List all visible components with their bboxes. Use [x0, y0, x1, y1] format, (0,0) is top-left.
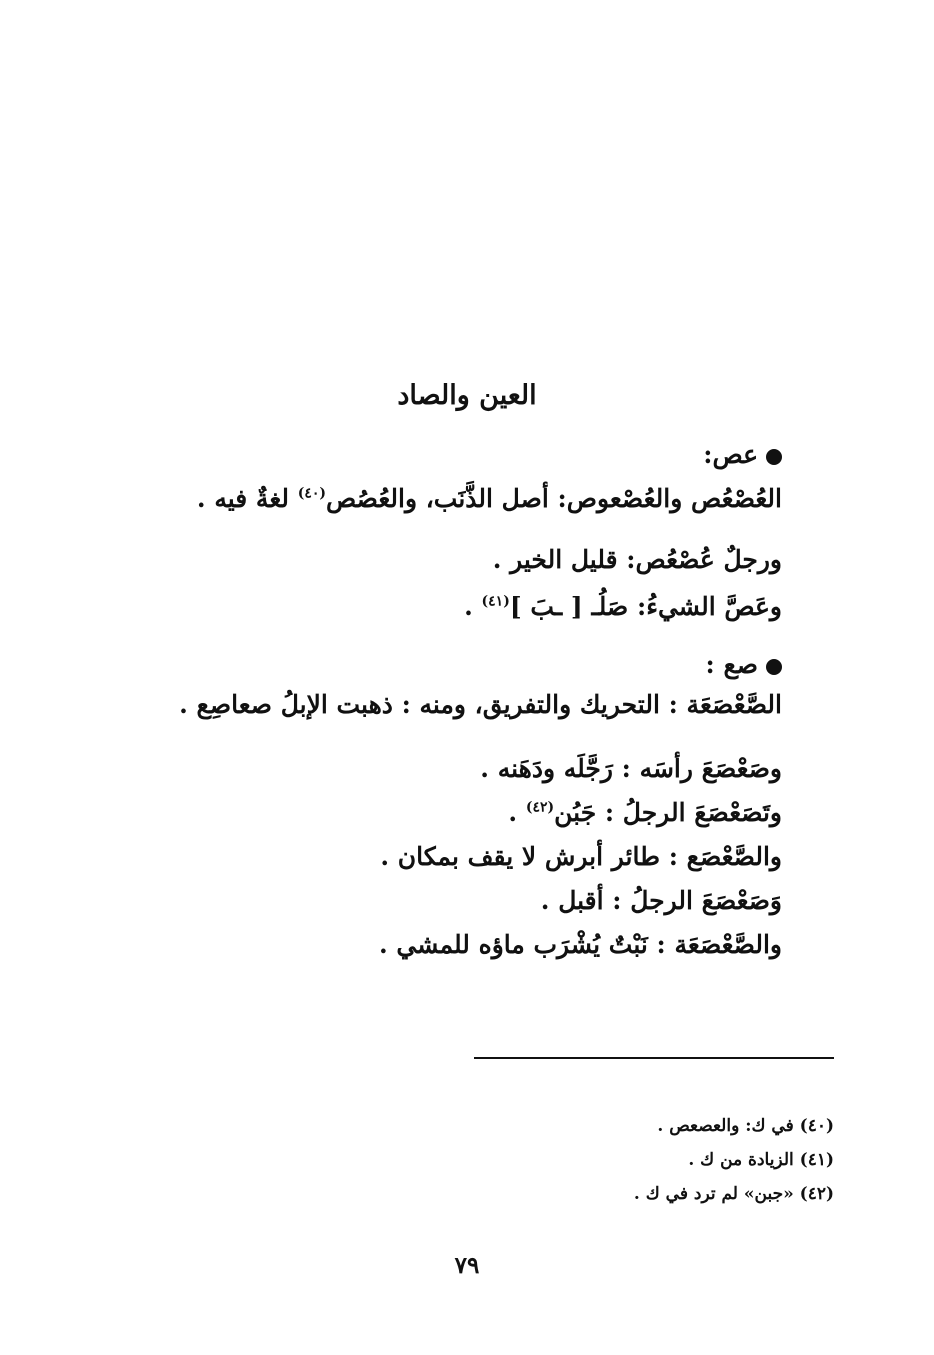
bullet-icon: [766, 449, 782, 465]
entry-2-line-4: والصَّعْصَع : طائر أبرش لا يقف بمكان .: [380, 842, 782, 871]
footnote-42: (٤٢) «جبن» لم ترد في ك .: [633, 1184, 834, 1204]
entry-2-line-3: وتَصَعْصَعَ الرجلُ : جَبُن$^{(٤٢)}$ .: [508, 798, 782, 827]
entry-2-line-6: والصَّعْصَعَة : نَبْتٌ يُشْرَب ماؤه للمشي .: [379, 930, 782, 959]
entry-1-line-2: ورجلٌ عُصْعُص: قليل الخير .: [492, 545, 782, 574]
footnote-divider: [474, 1057, 834, 1059]
entry-2-line-5: وَصَعْصَعَ الرجلُ : أقبل .: [540, 886, 782, 915]
entry-heading-2: صع :: [706, 650, 782, 679]
footnote-41: (٤١) الزيادة من ك .: [688, 1150, 834, 1170]
bullet-icon: [766, 659, 782, 675]
footnote-ref-41: (٤١): [481, 593, 510, 610]
entry-1-line-3: وعَصَّ الشيءُ: صَلُـ [ ـبَ ]$^{(٤١)}$ .: [464, 592, 782, 621]
footnote-40: (٤٠) في ك: والعصعص .: [657, 1116, 834, 1136]
page-number: ٧٩: [454, 1252, 480, 1279]
entry-heading-1: عص:: [703, 440, 782, 469]
footnote-ref-42: (٤٢): [525, 799, 555, 816]
footnote-ref-40: (٤٠): [297, 485, 327, 502]
section-heading: العين والصاد: [397, 380, 537, 411]
entry-1-line-1: العُصْعُص والعُصْعوص: أصل الذَّنَب، والعُصُص$^{(٤٠)}$ لغةٌ فيه .: [196, 484, 782, 513]
entry-2-line-2: وصَعْصَعَ رأسَه : رَجَّلَه ودَهَنه .: [480, 754, 782, 783]
entry-2-line-1: الصَّعْصَعَة : التحريك والتفريق، ومنه : ذهبت الإبلُ صعاصِع .: [179, 690, 782, 719]
